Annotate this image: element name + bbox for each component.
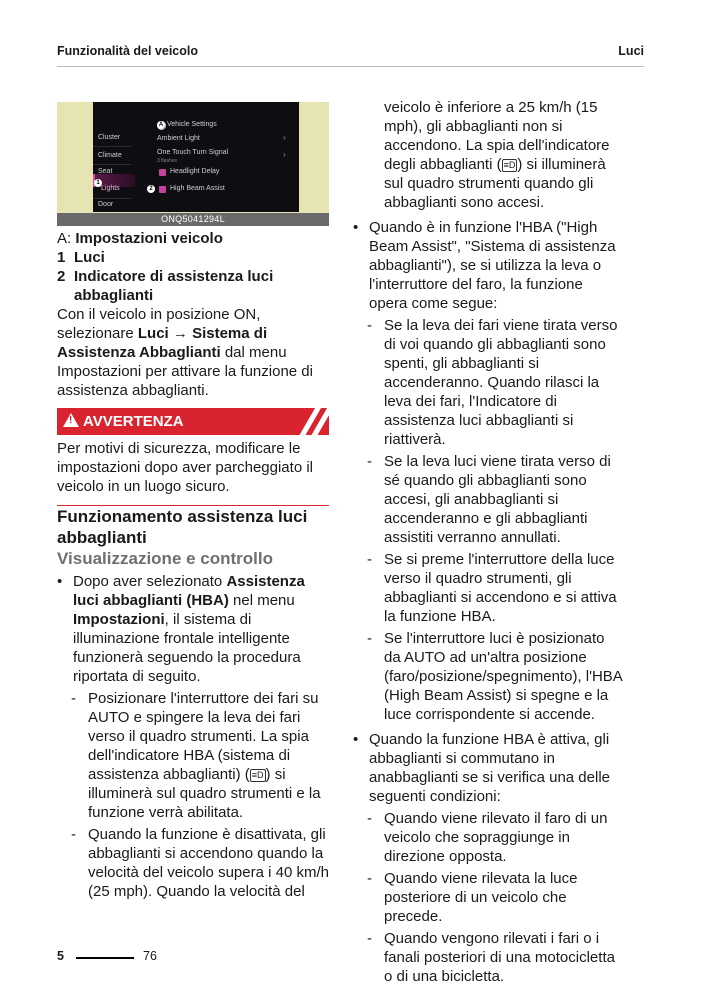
dash-item: - Se la leva luci viene tirata verso di sé quando gli abbaglianti sono accesi, gli anabbaglianti si accenderanno e gli abbaglianti assistiti verranno annullati.: [367, 453, 611, 546]
subsection-title: Visualizzazione e controllo: [57, 549, 274, 568]
intro-paragraph: [57, 305, 329, 400]
menu-ambient-light: Ambient Light: [157, 135, 200, 142]
callout-number: 2: [57, 268, 66, 285]
arrow-right-icon: →: [168, 325, 193, 342]
callout-text: Indicatore di assistenza luci abbaglianti: [74, 268, 274, 304]
warning-title: AVVERTENZA: [83, 413, 184, 430]
bullet-hba-operation: • Quando è in funzione l'HBA ("High Beam Assist", "Sistema di assistenza abbaglianti"), se si utilizza la leva o l'interruttore del faro, la funzione opera come segue:: [353, 219, 616, 312]
bullet-low-beam-conditions: • Quando la funzione HBA è attiva, gli abbaglianti si commutano in anabbaglianti se si verifica una delle seguenti condizioni:: [353, 731, 610, 805]
tab-divider: [93, 146, 131, 147]
menu-one-touch-turn-signal: One Touch Turn Signal: [157, 149, 229, 156]
warning-banner: ! AVVERTENZA: [57, 408, 329, 435]
page-number: 76: [143, 949, 157, 963]
high-beam-indicator-icon: ≡D: [503, 160, 516, 170]
tab-climate: Climate: [98, 152, 122, 159]
checkbox-checked-icon: [159, 186, 166, 193]
settings-screenshot-figure: [57, 102, 329, 226]
caption-a-text: Impostazioni veicolo: [75, 230, 223, 247]
left-column: [57, 229, 329, 901]
tab-lights: Lights: [101, 185, 120, 192]
marker-1-badge: 1: [94, 179, 102, 187]
intro-bold-hba: Sistema di Assistenza Abbaglianti: [57, 325, 268, 361]
callout-item-1: [57, 248, 329, 267]
intro-bold-lights: Luci: [137, 325, 169, 342]
infotainment-screen: [93, 102, 299, 212]
dash-item: - Quando vengono rilevati i fari o i fanali posteriori di una motocicletta o di una bicicletta.: [367, 930, 615, 985]
callout-number: 1: [57, 249, 66, 266]
marker-a-badge: A: [158, 122, 164, 128]
figure-caption-a: [57, 229, 329, 248]
running-header-chapter: Funzionalità del veicolo: [57, 44, 198, 58]
footer-section-number: 5: [57, 949, 64, 963]
marker-2-badge: 2: [147, 185, 155, 193]
dash-item: - Se l'interruttore luci è posizionato da AUTO ad un'altra posizione (faro/posizione/spegnimento), l'HBA (High Beam Assist) si spegne e la luce corrispondente si accende.: [367, 630, 622, 723]
menu-high-beam-assist: High Beam Assist: [170, 185, 225, 192]
tab-seat: Seat: [98, 168, 113, 175]
intro-text: Con il veicolo in posizione ON, selezionare: [57, 306, 261, 342]
dash-item: - Quando viene rilevata la luce posteriore di un veicolo che precede.: [367, 870, 578, 925]
right-column: [353, 98, 623, 986]
callout-text: Luci: [74, 249, 105, 266]
footer-rule: [76, 957, 134, 959]
menu-sub-value: 3 flashes: [157, 158, 178, 164]
chevron-right-icon: ›: [283, 133, 286, 142]
bullet-hba-intro: • Dopo aver selezionato Assistenza luci abbaglianti (HBA) nel menu Impostazioni, il sistema di illuminazione frontale intelligente funzionerà seguendo la procedura riportata di seguito.: [57, 573, 305, 685]
dash-item-continued: veicolo è inferiore a 25 km/h (15 mph), gli abbaglianti non si accendono. La spia dell'indicatore degli abbaglianti ( ≡D ) si illuminerà sul quadro strumenti quando gli abbaglianti sono accesi.: [384, 99, 610, 211]
hba-indicator-icon: ≡D: [251, 770, 264, 780]
chevron-right-icon: ›: [283, 150, 286, 159]
callout-item-2: [57, 267, 329, 305]
tab-divider: [93, 164, 131, 165]
dash-item: - Posizionare l'interruttore dei fari su AUTO e spingere la leva dei fari verso il quadro strumenti. La spia dell'indicatore HBA (sistema di assistenza abbaglianti) ( ≡D ) si illuminerà sul quadro strumenti e la funzione verrà abilitata.: [71, 690, 321, 821]
dash-item: - Se si preme l'interruttore della luce verso il quadro strumenti, gli abbaglianti si accendono e si attiva la funzione HBA.: [367, 551, 617, 625]
tab-cluster: Cluster: [98, 134, 121, 141]
section-title: Funzionamento assistenza luci abbaglianti: [57, 507, 308, 547]
checkbox-checked-icon: [159, 169, 166, 176]
dash-item: - Quando viene rilevato il faro di un veicolo che sopraggiunge in direzione opposta.: [367, 810, 608, 865]
tab-door: Door: [98, 201, 114, 208]
header-rule: [57, 66, 644, 67]
running-header-section: Luci: [618, 44, 644, 58]
figure-code: ONQ5041294L: [57, 213, 329, 226]
warning-text: Per motivi di sicurezza, modificare le impostazioni dopo aver parcheggiato il veicolo in un luogo sicuro.: [57, 440, 313, 495]
dash-item: - Se la leva dei fari viene tirata verso di voi quando gli abbaglianti sono spenti, gli abbaglianti si accenderanno. Quando rilasci la leva dei fari, l'Indicatore di assistenza luci abbaglianti si riattiverà.: [367, 317, 618, 448]
tab-divider: [93, 198, 131, 199]
menu-headlight-delay: Headlight Delay: [170, 168, 220, 175]
screen-title: Vehicle Settings: [167, 121, 217, 128]
intro-text-end: dal menu Impostazioni per attivare la funzione di assistenza abbaglianti.: [57, 344, 313, 399]
caption-a-prefix: A:: [57, 230, 76, 247]
dash-item: - Quando la funzione è disattivata, gli abbaglianti si accendono quando la velocità del veicolo supera i 40 km/h (25 mph). Quando la velocità del: [71, 826, 329, 900]
